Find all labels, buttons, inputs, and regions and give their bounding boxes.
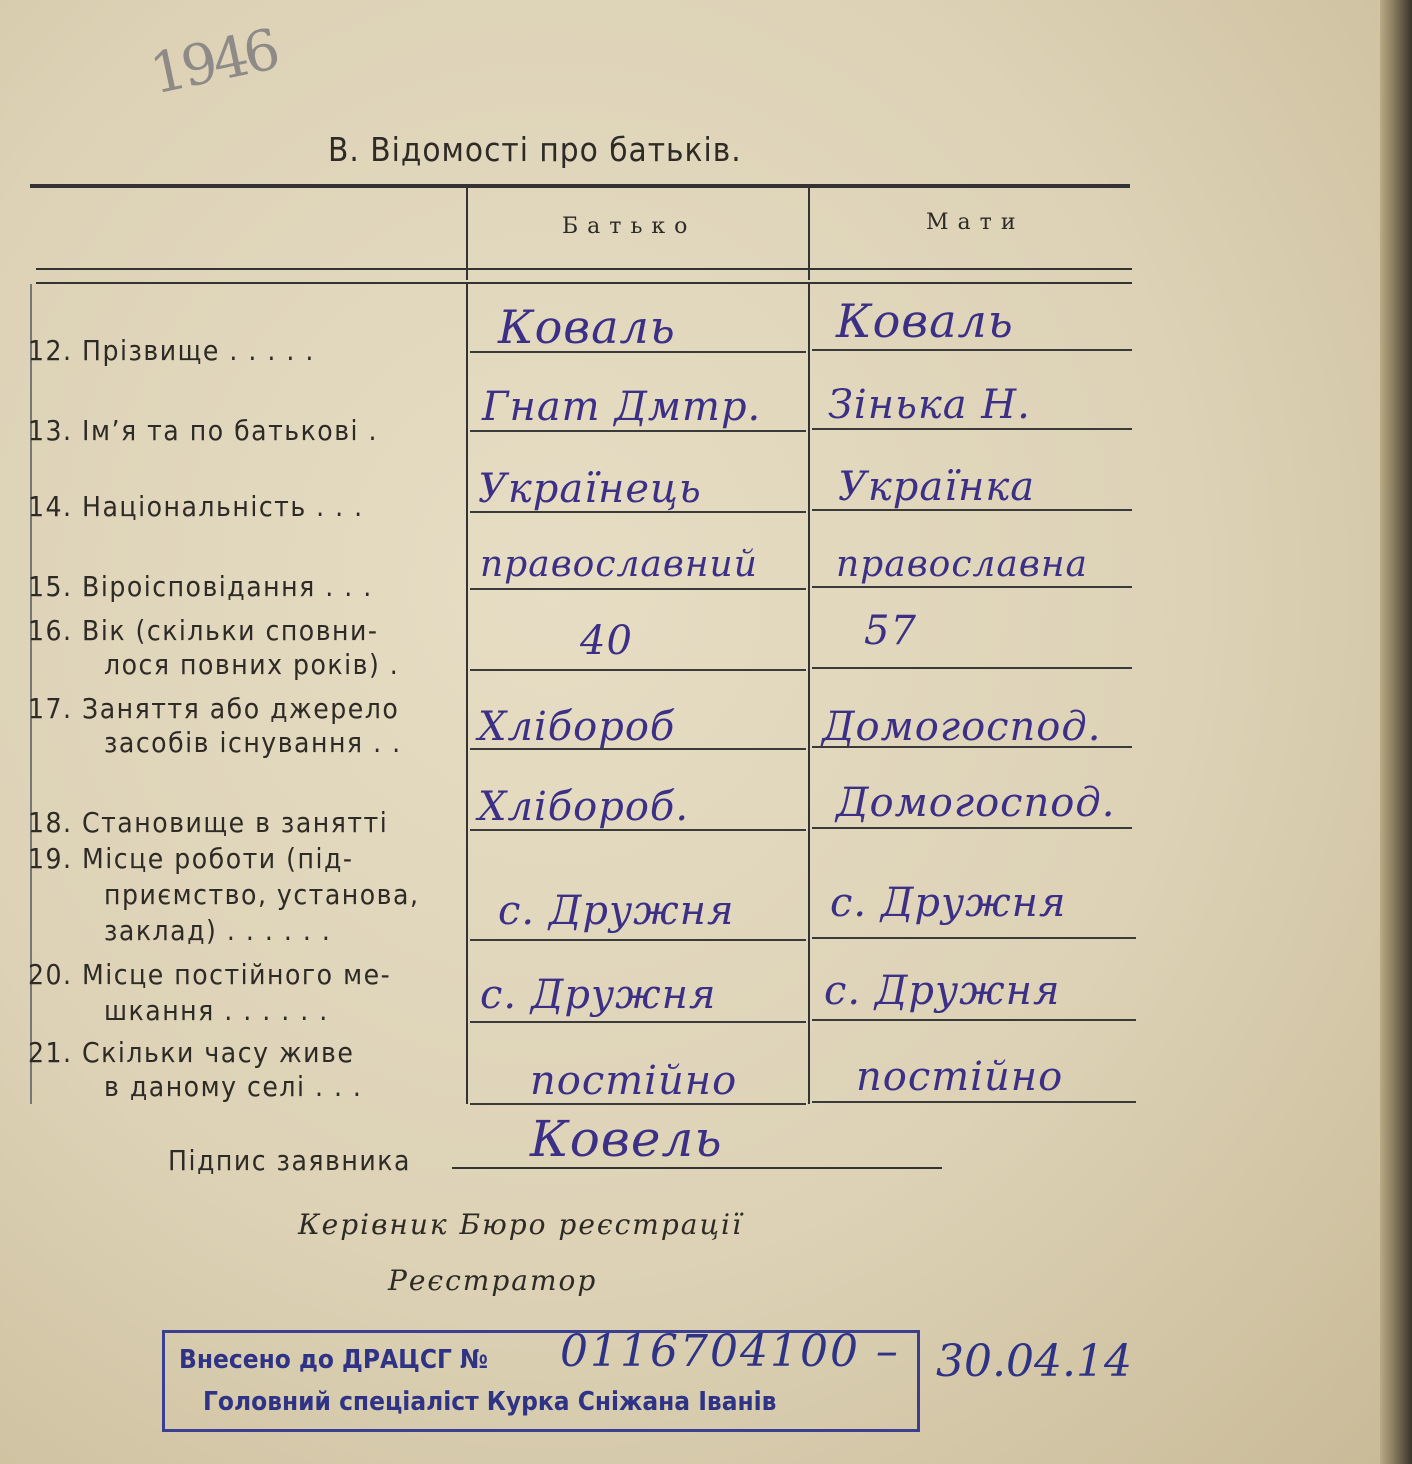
row-rule <box>812 1101 1136 1103</box>
father-religion: православний <box>480 544 758 585</box>
row-label-age-cont: лося повних років) . <box>104 648 400 681</box>
stamp-record-number: 0116704100 – <box>560 1326 900 1377</box>
father-surname: Коваль <box>498 300 676 354</box>
row-label-duration-cont: в даному селі . . . <box>104 1070 363 1103</box>
row-label-surname: 12. Прізвище . . . . . <box>28 334 315 367</box>
father-residence: с. Дружня <box>480 972 717 1018</box>
mother-nationality: Українка <box>838 464 1036 510</box>
registrar-label: Реєстратор <box>388 1264 598 1297</box>
section-title: В. Відомості про батьків. <box>328 130 742 169</box>
mother-occupation: Домогоспод. <box>822 704 1102 750</box>
row-rule <box>470 430 806 432</box>
row-label-nationality: 14. Національність . . . <box>28 490 364 523</box>
row-rule <box>470 1021 806 1023</box>
mother-name: Зінька Н. <box>828 382 1031 428</box>
mother-duration: постійно <box>856 1054 1064 1100</box>
row-label-duration: 21. Скільки часу живе <box>28 1036 355 1069</box>
mother-workplace: с. Дружня <box>830 880 1067 926</box>
row-rule <box>470 939 806 941</box>
father-workplace: с. Дружня <box>498 888 735 934</box>
mother-column-header: Мати <box>926 210 1025 235</box>
father-name: Гнат Дмтр. <box>482 384 762 430</box>
mother-age: 57 <box>864 608 917 654</box>
father-nationality: Українець <box>478 466 702 512</box>
row-label-name: 13. Ім’я та по батькові . <box>28 414 379 447</box>
page-edge <box>1380 0 1412 1464</box>
row-rule <box>812 937 1136 939</box>
head-of-bureau-label: Керівник Бюро реєстрації <box>298 1208 743 1241</box>
row-rule <box>470 588 806 590</box>
row-label-position: 18. Становище в занятті <box>28 806 389 839</box>
stamp-line-2: Головний спеціаліст Курка Сніжана Іванів <box>203 1387 777 1417</box>
row-label-occupation: 17. Заняття або джерело <box>28 692 400 725</box>
table-top-rule <box>30 184 1130 188</box>
applicant-signature: Ковель <box>530 1110 723 1168</box>
father-age: 40 <box>580 618 633 664</box>
row-rule <box>812 586 1132 588</box>
row-label-residence: 20. Місце постійного ме- <box>28 958 392 991</box>
header-divider-right <box>808 188 810 280</box>
row-label-residence-cont: шкання . . . . . . <box>104 994 329 1027</box>
stamp-date: 30.04.14 <box>936 1336 1132 1387</box>
row-rule <box>812 827 1132 829</box>
header-rule-2 <box>36 282 1132 284</box>
father-position: Хлібороб. <box>478 784 690 830</box>
row-rule <box>812 667 1132 669</box>
signature-label: Підпис заявника <box>168 1144 411 1177</box>
column-divider-left <box>466 284 468 1104</box>
father-duration: постійно <box>530 1058 738 1104</box>
father-occupation: Хлібороб <box>478 704 676 750</box>
mother-surname: Коваль <box>836 294 1014 348</box>
mother-residence: с. Дружня <box>824 968 1061 1014</box>
header-divider-left <box>466 188 468 280</box>
row-label-workplace-cont: приємство, установа, <box>104 878 420 911</box>
pencil-annotation: 1946 <box>144 17 282 108</box>
row-label-workplace-cont2: заклад) . . . . . . <box>104 914 332 947</box>
row-rule <box>812 428 1132 430</box>
column-divider-right <box>808 284 810 1104</box>
father-column-header: Батько <box>562 214 697 239</box>
row-rule <box>470 669 806 671</box>
row-label-age: 16. Вік (скільки сповни- <box>28 614 379 647</box>
row-label-workplace: 19. Місце роботи (під- <box>28 842 354 875</box>
row-rule <box>812 1019 1136 1021</box>
row-label-religion: 15. Віроісповідання . . . <box>28 570 373 603</box>
mother-position: Домогоспод. <box>836 780 1116 826</box>
mother-religion: православна <box>836 544 1088 585</box>
header-rule-1 <box>36 268 1132 270</box>
row-rule <box>812 349 1132 351</box>
stamp-line-1: Внесено до ДРАЦСГ № <box>179 1345 489 1375</box>
row-label-occupation-cont: засобів існування . . <box>104 726 402 759</box>
